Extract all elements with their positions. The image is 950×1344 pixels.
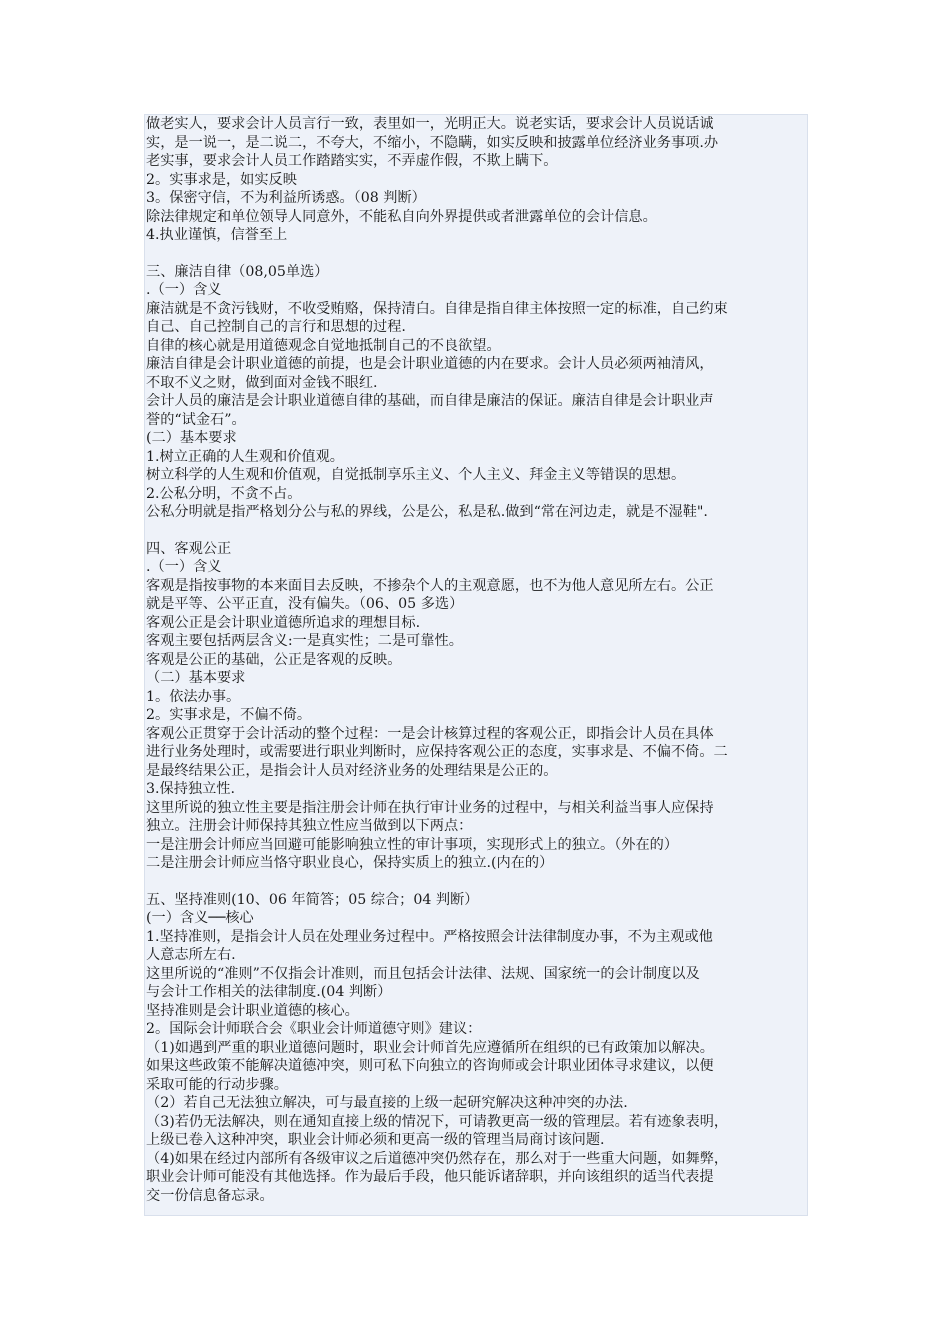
text-line: （4)如果在经过内部所有各级审议之后道德冲突仍然存在，那么对于一些重大问题，如舞弊，: [146, 1150, 729, 1167]
text-line: 1.树立正确的人生观和价值观。: [146, 448, 344, 465]
text-line: 除法律规定和单位领导人同意外，不能私自向外界提供或者泄露单位的会计信息。: [146, 208, 657, 225]
text-line: 独立。注册会计师保持其独立性应当做到以下两点：: [146, 818, 473, 834]
text-line: 2。实事求是，不偏不倚。: [146, 707, 312, 723]
text-line: 人意志所左右.: [146, 947, 236, 963]
text-line: (二）基本要求: [146, 430, 237, 446]
paragraph-gap: [146, 873, 806, 891]
text-line: 客观是公正的基础，公正是客观的反映。: [146, 651, 402, 668]
text-line: 二是注册会计师应当恪守职业良心，保持实质上的独立.(内在的）: [146, 855, 554, 871]
text-line: 客观公正贯穿于会计活动的整个过程：一是会计核算过程的客观公正，即指会计人员在具体: [146, 725, 714, 742]
text-line: 职业会计师可能没有其他选择。作为最后手段，他只能诉诸辞职，并向该组织的适当代表提: [146, 1169, 714, 1185]
text-line: 廉洁就是不贪污钱财，不收受贿赂，保持清白。自律是指自律主体按照一定的标准，自己约束: [146, 300, 728, 317]
text-line: (一）含义──核心: [146, 910, 254, 926]
text-line: 树立科学的人生观和价值观，自觉抵制享乐主义、个人主义、拜金主义等错误的思想。: [146, 467, 686, 483]
text-line: 是最终结果公正，是指会计人员对经济业务的处理结果是公正的。: [146, 762, 558, 779]
text-line: 自己、自己控制自己的言行和思想的过程.: [146, 319, 406, 335]
text-line: 公私分明就是指严格划分公与私的界线，公是公，私是私.做到“常在河边走，就是不湿鞋".: [146, 504, 708, 520]
paragraph-gap: [146, 522, 806, 540]
text-line: 四、客观公正: [146, 540, 232, 557]
text-line: 客观公正是会计职业道德所追求的理想目标.: [146, 614, 421, 631]
text-line: 就是平等、公平正直，没有偏失。（06、05 多选）: [146, 596, 464, 612]
text-line: （2）若自己无法独立解决，可与最直接的上级一起研究解决这种冲突的办法.: [146, 1095, 628, 1111]
text-line: （1)如遇到严重的职业道德问题时，职业会计师首先应遵循所在组织的已有政策加以解决。: [146, 1039, 714, 1056]
text-line: 3.保持独立性.: [146, 781, 235, 797]
text-line: 实，是一说一，是二说二，不夸大，不缩小，不隐瞒，如实反映和披露单位经济业务事项.办: [146, 134, 719, 151]
text-line: 采取可能的行动步骤。: [146, 1076, 288, 1093]
text-line: 进行业务处理时，或需要进行职业判断时，应保持客观公正的态度，实事求是、不偏不倚。二: [146, 744, 728, 760]
document-page: [144, 114, 808, 1216]
text-line: 上级已卷入这种冲突，职业会计师必须和更高一级的管理当局商讨该问题.: [146, 1132, 605, 1148]
text-line: .（一）含义: [146, 282, 222, 298]
text-line: 客观主要包括两层含义:一是真实性；二是可靠性。: [146, 633, 463, 649]
text-line: 1。依法办事。: [146, 688, 241, 705]
text-line: 坚持准则是会计职业道德的核心。: [146, 1002, 359, 1019]
text-line: 这里所说的“准则”不仅指会计准则，而且包括会计法律、法规、国家统一的会计制度以及: [146, 965, 700, 982]
text-line: 与会计工作相关的法律制度.(04 判断）: [146, 984, 392, 1000]
text-line: 3。保密守信，不为利益所诱惑。（08 判断）: [146, 190, 426, 206]
text-line: 客观是指按事物的本来面目去反映，不掺杂个人的主观意愿，也不为他人意见所左右。公正: [146, 577, 714, 594]
text-line: 1.坚持准则，是指会计人员在处理业务过程中。严格按照会计法律制度办事，不为主观或他: [146, 928, 713, 945]
text-line: （3)若仍无法解决，则在通知直接上级的情况下，可请教更高一级的管理层。若有迹象表明，: [146, 1113, 729, 1130]
text-line: 这里所说的独立性主要是指注册会计师在执行审计业务的过程中，与相关利益当事人应保持: [146, 799, 714, 816]
text-line: 一是注册会计师应当回避可能影响独立性的审计事项，实现形式上的独立。（外在的）: [146, 836, 679, 853]
text-line: 不取不义之财，做到面对金钱不眼红.: [146, 374, 378, 391]
text-line: 2.公私分明，不贪不占。: [146, 485, 302, 502]
text-line: 老实事，要求会计人员工作踏踏实实，不弄虚作假，不欺上瞒下。: [146, 153, 558, 169]
text-line: 交一份信息备忘录。: [146, 1187, 274, 1204]
paragraph-gap: [146, 245, 806, 263]
text-line: 五、坚持准则(10、06 年简答；05 综合；04 判断）: [146, 891, 479, 908]
text-line: 三、廉洁自律（08,05单选）: [146, 263, 329, 280]
text-line: 2。实事求是，如实反映: [146, 171, 297, 188]
text-line: 自律的核心就是用道德观念自觉地抵制自己的不良欲望。: [146, 337, 501, 354]
text-line: 誉的“试金石”。: [146, 411, 246, 428]
text-line: （二）基本要求: [146, 670, 246, 686]
text-line: 4.执业谨慎，信誉至上: [146, 227, 288, 243]
text-line: 做老实人，要求会计人员言行一致，表里如一，光明正大。说老实话，要求会计人员说话诚: [146, 116, 714, 132]
text-line: 廉洁自律是会计职业道德的前提，也是会计职业道德的内在要求。会计人员必须两袖清风，: [146, 356, 714, 372]
text-line: .（一）含义: [146, 559, 222, 575]
text-line: 如果这些政策不能解决道德冲突，则可私下向独立的咨询师或会计职业团体寻求建议，以便: [146, 1058, 714, 1074]
text-line: 会计人员的廉洁是会计职业道德自律的基础，而自律是廉洁的保证。廉洁自律是会计职业声: [146, 393, 714, 409]
text-line: 2。国际会计师联合会《职业会计师道德守则》建议：: [146, 1021, 482, 1037]
